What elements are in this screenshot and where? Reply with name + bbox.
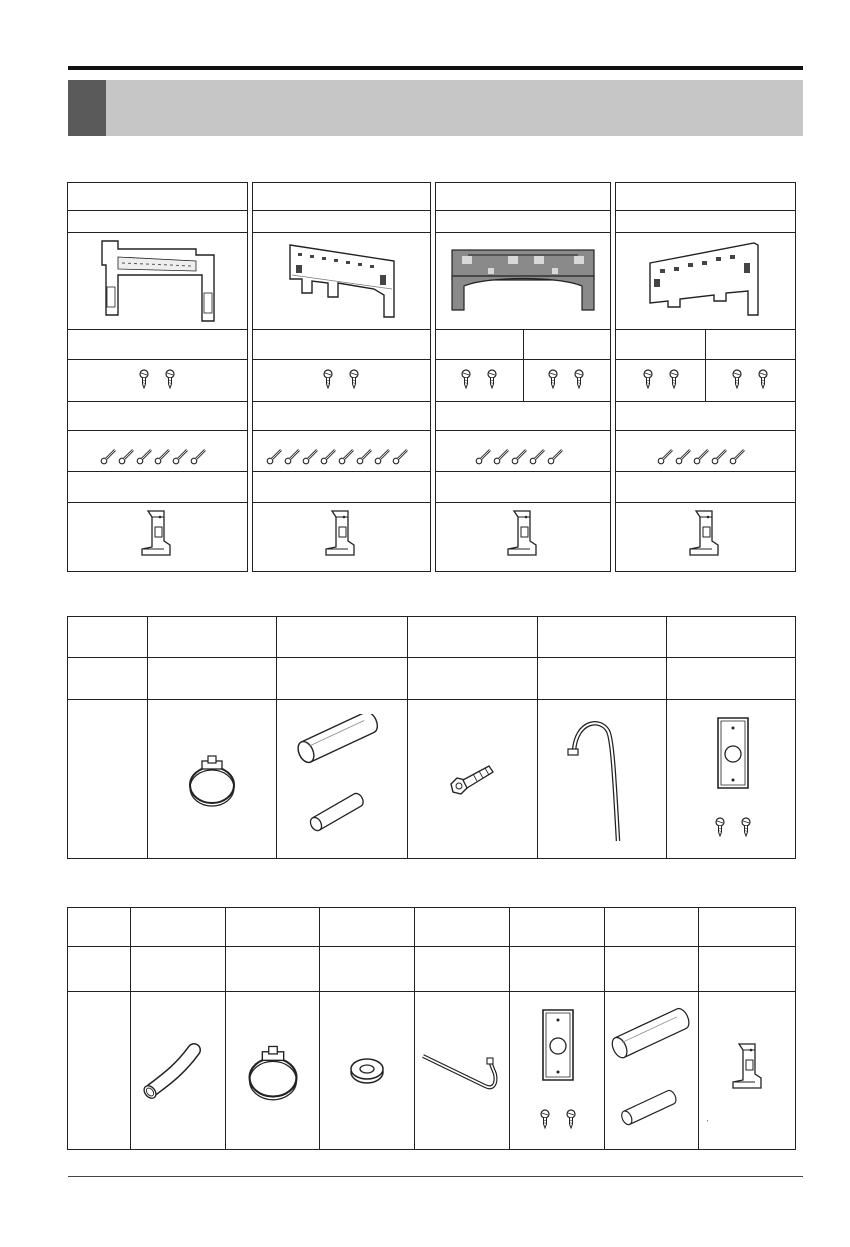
row-divider xyxy=(253,401,430,402)
row-divider xyxy=(68,210,247,211)
row-divider xyxy=(436,401,610,402)
plate-with-screws-icon xyxy=(510,992,604,1149)
screw-pair-icon xyxy=(436,359,523,401)
bracket-icon xyxy=(68,502,246,570)
drain-hose-icon xyxy=(131,992,225,1149)
row-divider xyxy=(616,471,795,472)
row-divider xyxy=(68,471,247,472)
section-header-tab xyxy=(68,80,106,136)
row-divider xyxy=(253,329,430,330)
plate-with-screws-icon xyxy=(667,700,796,858)
section-header xyxy=(68,80,803,136)
row-divider xyxy=(253,210,430,211)
install-plate-b xyxy=(252,182,431,572)
install-plate-a xyxy=(67,182,248,572)
install-plate-icon xyxy=(68,232,246,329)
row-divider xyxy=(616,210,795,211)
row-divider xyxy=(68,329,247,330)
row-divider xyxy=(68,401,247,402)
accessory-table-1 xyxy=(67,616,796,859)
bracket-icon xyxy=(436,502,609,570)
row-divider xyxy=(68,657,795,658)
row-divider xyxy=(68,946,795,947)
row-divider xyxy=(253,471,430,472)
accessory-table-2 xyxy=(67,907,796,1150)
bracket-icon xyxy=(616,502,794,570)
bracket-icon xyxy=(699,992,795,1149)
install-plate-d xyxy=(615,182,796,572)
row-divider xyxy=(616,401,795,402)
long-screws-icon xyxy=(253,430,429,471)
bolt-icon xyxy=(408,700,537,858)
row-divider xyxy=(436,210,610,211)
hook-rod-icon xyxy=(415,992,509,1149)
clamp-icon xyxy=(226,992,319,1149)
long-screws-icon xyxy=(68,430,246,471)
drain-hook-icon xyxy=(538,700,666,858)
pipe-sleeve-icon xyxy=(605,992,698,1149)
long-screws-icon xyxy=(436,430,609,471)
bottom-rule xyxy=(68,1176,803,1177)
pipe-sleeve-icon xyxy=(277,700,407,858)
row-divider xyxy=(436,471,610,472)
install-plate-icon xyxy=(253,232,429,329)
washer-icon xyxy=(320,992,414,1149)
small-mark: ' xyxy=(707,1120,709,1127)
long-screws-icon xyxy=(616,430,794,471)
screw-pair-icon xyxy=(616,359,705,401)
screw-pair-icon xyxy=(523,359,610,401)
install-plate-icon xyxy=(436,232,609,329)
screw-pair-icon xyxy=(705,359,794,401)
install-plate-c xyxy=(435,182,611,572)
install-plate-icon xyxy=(616,232,794,329)
top-rule xyxy=(68,66,803,70)
bracket-icon xyxy=(253,502,429,570)
screw-pair-icon xyxy=(253,359,429,401)
clamp-icon xyxy=(148,700,276,858)
screw-pair-icon xyxy=(68,359,246,401)
